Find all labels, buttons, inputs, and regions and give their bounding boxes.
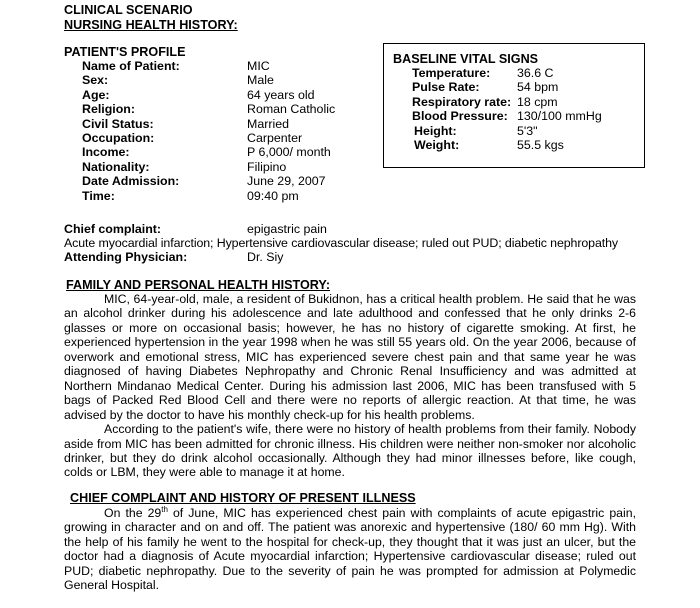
chief-complaint-value: epigastric pain xyxy=(247,222,327,236)
vital-value: 54 bpm xyxy=(517,80,559,95)
profile-value: Carpenter xyxy=(247,131,303,146)
vital-label: Blood Pressure: xyxy=(412,109,508,124)
present-illness-paragraph xyxy=(64,506,636,593)
profile-label: Nationality: xyxy=(82,159,150,174)
vital-value: 130/100 mmHg xyxy=(517,109,602,124)
profile-values xyxy=(247,59,335,203)
family-history-paragraph: MIC, 64-year-old, male, a resident of Bukidnon, has a critical health problem. He said that he was an alcohol drinker during his adolescence and late adulthood and confessed that he only drinks 2-6 glasses or more on occasional basis; however, he has no history of cigarette smoking. At first, he experienced hypertension in the year 1998 when he was still 55 years old. On the year 2006, because of overwork and emotional stress, MIC has experienced severe chest pain and that same year he was diagnosed of having Diabetes Nephropathy and Chronic Renal Insufficiency and was admitted at Northern Mindanao Medical Center. During his admission last 2006, MIC has been transfused with 5 bags of Packed Red Blood Cell and there were no reports of allergic reaction. At that time, he was advised by the doctor to have his monthly check-up for his health problems. xyxy=(64,292,636,422)
vital-label: Height: xyxy=(414,123,457,138)
profile-value: Filipino xyxy=(247,159,287,174)
profile-heading: PATIENT'S PROFILE xyxy=(64,45,186,59)
vital-value: 5'3" xyxy=(517,123,538,138)
present-illness-heading: CHIEF COMPLAINT AND HISTORY OF PRESENT ILLNESS xyxy=(70,491,416,505)
document-subtitle: NURSING HEALTH HISTORY: xyxy=(64,18,238,32)
profile-label: Sex: xyxy=(82,73,109,88)
attending-physician-label: Attending Physician: xyxy=(64,250,188,264)
family-history-heading: FAMILY AND PERSONAL HEALTH HISTORY: xyxy=(66,278,331,292)
present-illness-body xyxy=(64,506,636,593)
profile-labels xyxy=(82,59,180,203)
profile-value: P 6,000/ month xyxy=(247,145,331,160)
profile-value: MIC xyxy=(247,59,270,73)
vitals-labels xyxy=(412,66,511,152)
profile-label: Income: xyxy=(82,145,130,160)
profile-label: Date Admission: xyxy=(82,174,180,189)
diagnosis-text: Acute myocardial infarction; Hypertensive cardiovascular disease; ruled out PUD; diabetic nephropathy xyxy=(64,236,618,250)
vital-label: Temperature: xyxy=(412,66,491,80)
profile-value: June 29, 2007 xyxy=(247,174,326,189)
vital-label: Pulse Rate: xyxy=(412,80,480,95)
vital-value: 55.5 kgs xyxy=(517,138,564,153)
profile-label: Religion: xyxy=(82,102,135,117)
profile-label: Name of Patient: xyxy=(82,59,180,73)
vital-label: Respiratory rate: xyxy=(412,94,512,109)
present-illness-text-start: On the 29 xyxy=(104,506,162,520)
profile-value: Roman Catholic xyxy=(247,102,336,117)
chief-complaint-label: Chief complaint: xyxy=(64,222,162,236)
family-history-body xyxy=(64,292,636,480)
profile-value: 64 years old xyxy=(247,87,315,102)
family-history-paragraph: According to the patient's wife, there were no history of health problems from their family. Nobody aside from MIC has been admitted for chronic illness. His children were neither non-smoker nor alcoholic drinker, but they do drink alcohol occasionally. Although they had minor illnesses before, like cough, colds or LBM, they were able to manage it at home. xyxy=(64,422,636,480)
document-title: CLINICAL SCENARIO xyxy=(64,3,193,17)
profile-value: Married xyxy=(247,116,289,131)
vitals-heading: BASELINE VITAL SIGNS xyxy=(393,52,539,66)
profile-label: Time: xyxy=(82,188,115,203)
profile-value: Male xyxy=(247,73,274,88)
vital-value: 18 cpm xyxy=(517,94,558,109)
ordinal-suffix: th xyxy=(161,504,168,514)
attending-physician-value: Dr. Siy xyxy=(247,250,284,264)
vitals-values xyxy=(517,66,602,152)
profile-label: Occupation: xyxy=(82,131,155,146)
vital-label: Weight: xyxy=(414,138,460,153)
vital-value: 36.6 C xyxy=(517,66,554,80)
profile-value: 09:40 pm xyxy=(247,188,299,203)
profile-label: Age: xyxy=(82,87,110,102)
present-illness-text: of June, MIC has experienced chest pain with complaints of acute epigastric pain, growing in character and on and off. The patient was anorexic and hypertensive (180/ 60 mm Hg). With the help of his family he went to the hospital for check-up, they thought that it was just an ulcer, but the doctor had a diagnosis of Acute myocardial infarction; Hypertensive cardiovascular disease; ruled out PUD; diabetic nephropathy. Due to the severity of pain he was prompted for admission at Polymedic General Hospital. xyxy=(64,506,636,593)
profile-label: Civil Status: xyxy=(82,116,154,131)
